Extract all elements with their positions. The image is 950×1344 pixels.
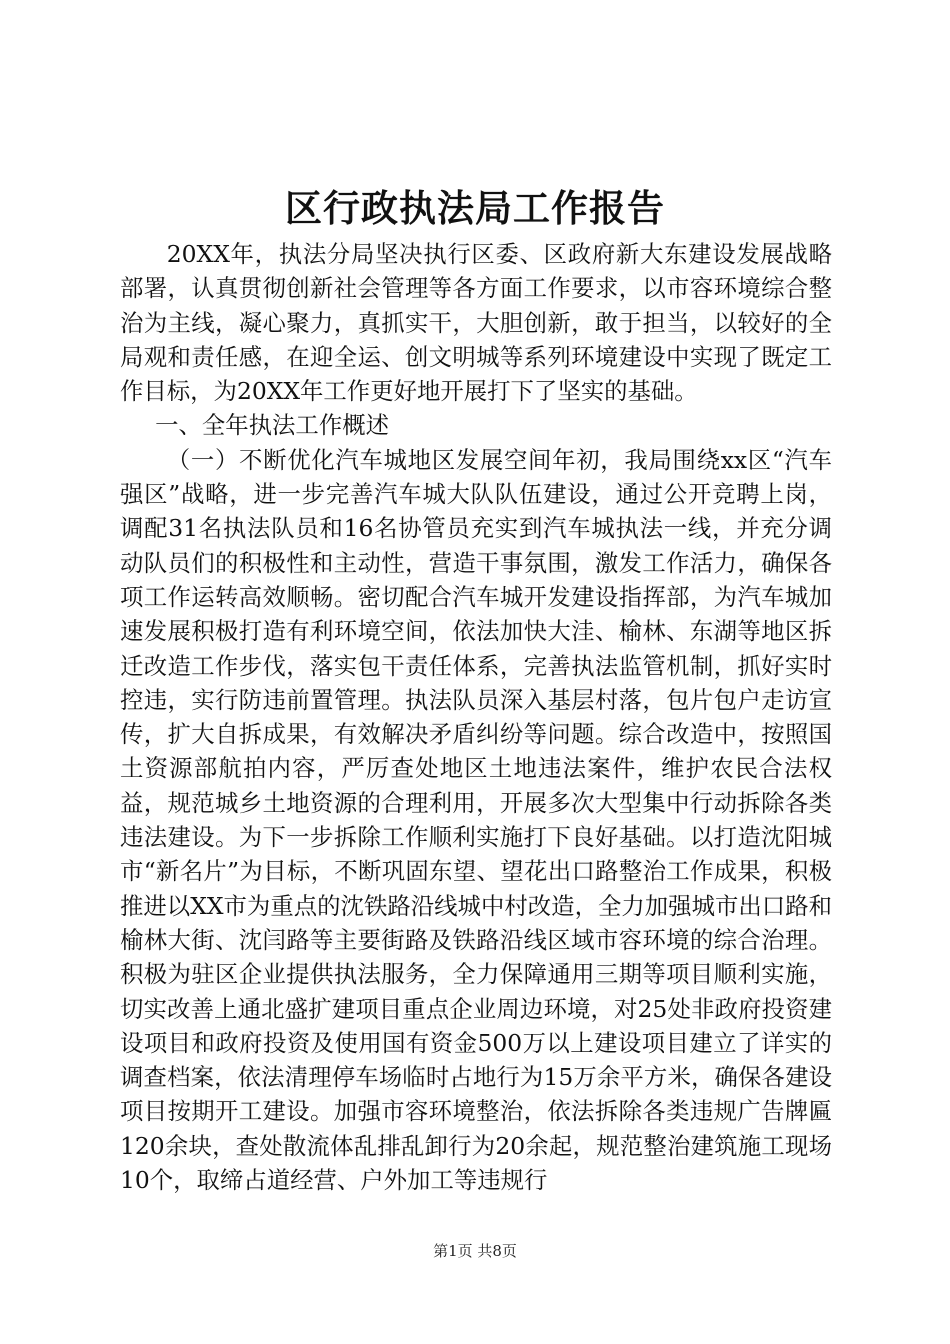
paragraph-section-1: （一）不断优化汽车城地区发展空间年初，我局围绕xx区“汽车强区”战略，进一步完善汽车城大队队伍建设，通过公开竞聘上岗，调配31名执法队员和16名协管员充实到汽车城执法一线，并充分调动队员们的积极性和主动性，营造干事氛围，激发工作活力，确保各项工作运转高效顺畅。密切配合汽车城开发建设指挥部，为汽车城加速发展积极打造有利环境空间，依法加快大洼、榆林、东湖等地区拆迁改造工作步伐，落实包干责任体系，完善执法监管机制，抓好实时控违，实行防违前置管理。执法队员深入基层村落，包片包户走访宣传，扩大自拆成果，有效解决矛盾纠纷等问题。综合改造中，按照国土资源部航拍内容，严厉查处地区土地违法案件，维护农民合法权益，规范城乡土地资源的合理利用，开展多次大型集中行动拆除各类违法建设。为下一步拆除工作顺利实施打下良好基础。以打造沈阳城市“新名片”为目标，不断巩固东望、望花出口路整治工作成果，积极推进以XX市为重点的沈铁路沿线城中村改造，全力加强城市出口路和榆林大街、沈闫路等主要街路及铁路沿线区域市容环境的综合治理。积极为驻区企业提供执法服务，全力保障通用三期等项目顺利实施，切实改善上通北盛扩建项目重点企业周边环境，对25处非政府投资建设项目和政府投资及使用国有资金500万以上建设项目建立了详实的调查档案，依法清理停车场临时占地行为15万余平方米，确保各建设项目按期开工建设。加强市容环境整治，依法拆除各类违规广告牌匾120余块，查处散流体乱排乱卸行为20余起，规范整治建筑施工现场10个，取缔占道经营、户外加工等违规行 [120, 445, 832, 1195]
section-heading: 一、全年执法工作概述 [155, 411, 389, 440]
document-body [120, 237, 832, 1197]
document-title: 区行政执法局工作报告 [285, 186, 665, 230]
page-footer: 第1页 共8页 [433, 1242, 517, 1260]
paragraph-intro: 20XX年，执法分局坚决执行区委、区政府新大东建设发展战略部署，认真贯彻创新社会管理等各方面工作要求，以市容环境综合整治为主线，凝心聚力，真抓实干，大胆创新，敢于担当，以较好的全局观和责任感，在迎全运、创文明城等系列环境建设中实现了既定工作目标，为20XX年工作更好地开展打下了坚实的基础。 [120, 240, 832, 406]
